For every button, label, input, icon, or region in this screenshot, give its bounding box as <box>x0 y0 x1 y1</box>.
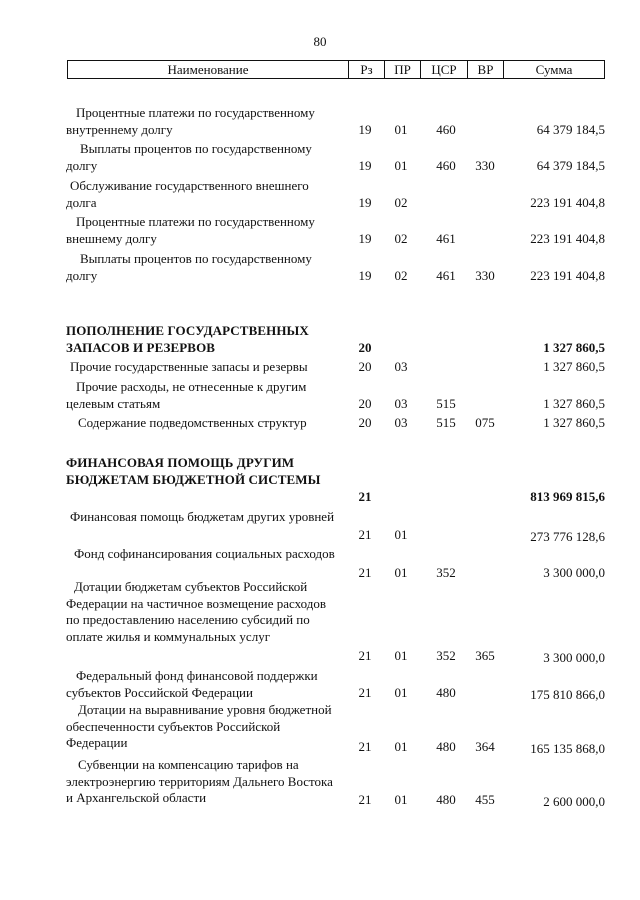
row-name: Фонд софинансирования социальных расходов <box>74 546 335 561</box>
row-csr: 480 <box>436 792 456 807</box>
row-vr: 075 <box>475 415 495 430</box>
row-rz: 19 <box>358 231 372 246</box>
row-sum: 223 191 404,8 <box>530 195 605 210</box>
row-csr: 461 <box>436 231 456 246</box>
row-pr: 02 <box>394 195 408 210</box>
row-sum: 3 300 000,0 <box>543 565 605 580</box>
row-rz: 21 <box>358 489 372 504</box>
page-number: 80 <box>313 34 327 49</box>
section-heading: ФИНАНСОВАЯ ПОМОЩЬ ДРУГИМ БЮДЖЕТАМ БЮДЖЕТНОЙ СИСТЕМЫ <box>66 455 321 487</box>
row-vr: 365 <box>475 648 495 663</box>
row-pr: 03 <box>394 415 408 430</box>
row-pr: 03 <box>394 396 408 411</box>
row-pr: 01 <box>394 122 408 137</box>
row-sum: 1 327 860,5 <box>543 359 605 374</box>
row-csr: 480 <box>436 685 456 700</box>
row-csr: 352 <box>436 565 456 580</box>
row-csr: 480 <box>436 739 456 754</box>
row-pr: 01 <box>394 158 408 173</box>
row-rz: 20 <box>358 396 372 411</box>
row-rz: 19 <box>358 268 372 283</box>
row-name: Федеральный фонд финансовой поддержки субъектов Российской Федерации <box>66 668 318 700</box>
header-pr: ПР <box>384 61 420 78</box>
row-sum: 1 327 860,5 <box>543 415 605 430</box>
row-rz: 21 <box>358 565 372 580</box>
row-pr: 01 <box>394 739 408 754</box>
row-rz: 21 <box>358 648 372 663</box>
row-sum: 273 776 128,6 <box>530 529 605 544</box>
row-rz: 21 <box>358 685 372 700</box>
row-sum: 813 969 815,6 <box>530 489 605 504</box>
row-rz: 21 <box>358 527 372 542</box>
row-vr: 364 <box>475 739 495 754</box>
row-csr: 515 <box>436 415 456 430</box>
row-csr: 352 <box>436 648 456 663</box>
header-csr: ЦСР <box>420 61 467 78</box>
row-rz: 19 <box>358 195 372 210</box>
header-name: Наименование <box>167 62 249 77</box>
row-pr: 01 <box>394 565 408 580</box>
row-name: Процентные платежи по государственному внутреннему долгу <box>66 105 315 137</box>
row-sum: 2 600 000,0 <box>543 794 605 809</box>
row-name: Финансовая помощь бюджетам других уровней <box>70 509 335 524</box>
row-sum: 64 379 184,5 <box>536 158 605 173</box>
row-name: Прочие государственные запасы и резервы <box>70 359 308 374</box>
row-csr: 460 <box>436 122 456 137</box>
row-rz: 21 <box>358 739 372 754</box>
row-pr: 03 <box>394 359 408 374</box>
row-rz: 20 <box>358 359 372 374</box>
row-vr: 455 <box>475 792 495 807</box>
row-sum: 223 191 404,8 <box>530 268 605 283</box>
row-name: Выплаты процентов по государственному долгу <box>66 141 312 173</box>
row-vr: 330 <box>475 268 495 283</box>
row-name: Дотации бюджетам субъектов Российской Федерации на частичное возмещение расходов по предоставлению населению субсидий по оплате жилья и коммунальных услуг <box>66 579 326 644</box>
row-pr: 01 <box>394 685 408 700</box>
row-csr: 461 <box>436 268 456 283</box>
row-sum: 3 300 000,0 <box>543 650 605 665</box>
row-sum: 1 327 860,5 <box>543 340 605 355</box>
section-heading: ПОПОЛНЕНИЕ ГОСУДАРСТВЕННЫХ ЗАПАСОВ И РЕЗЕРВОВ <box>66 323 309 355</box>
row-name: Субвенции на компенсацию тарифов на электроэнергию территориям Дальнего Востока и Архангельской области <box>66 757 333 805</box>
row-pr: 02 <box>394 231 408 246</box>
row-csr: 515 <box>436 396 456 411</box>
row-sum: 223 191 404,8 <box>530 231 605 246</box>
row-csr: 460 <box>436 158 456 173</box>
header-rz: Рз <box>348 61 384 78</box>
row-rz: 20 <box>358 340 372 355</box>
row-sum: 175 810 866,0 <box>530 687 605 702</box>
row-pr: 02 <box>394 268 408 283</box>
row-name: Дотации на выравнивание уровня бюджетной обеспеченности субъектов Российской Федерации <box>66 702 332 750</box>
row-pr: 01 <box>394 792 408 807</box>
row-name: Прочие расходы, не отнесенные к другим целевым статьям <box>66 379 307 411</box>
row-rz: 21 <box>358 792 372 807</box>
row-pr: 01 <box>394 648 408 663</box>
row-name: Выплаты процентов по государственному долгу <box>66 251 312 283</box>
row-vr: 330 <box>475 158 495 173</box>
header-sum: Сумма <box>503 61 604 78</box>
row-rz: 19 <box>358 122 372 137</box>
row-sum: 165 135 868,0 <box>530 741 605 756</box>
header-vr: ВР <box>467 61 503 78</box>
row-name: Процентные платежи по государственному внешнему долгу <box>66 214 315 246</box>
row-pr: 01 <box>394 527 408 542</box>
row-rz: 20 <box>358 415 372 430</box>
row-name: Обслуживание государственного внешнего долга <box>66 178 309 210</box>
row-name: Содержание подведомственных структур <box>78 415 307 430</box>
row-rz: 19 <box>358 158 372 173</box>
row-sum: 64 379 184,5 <box>536 122 605 137</box>
row-sum: 1 327 860,5 <box>543 396 605 411</box>
